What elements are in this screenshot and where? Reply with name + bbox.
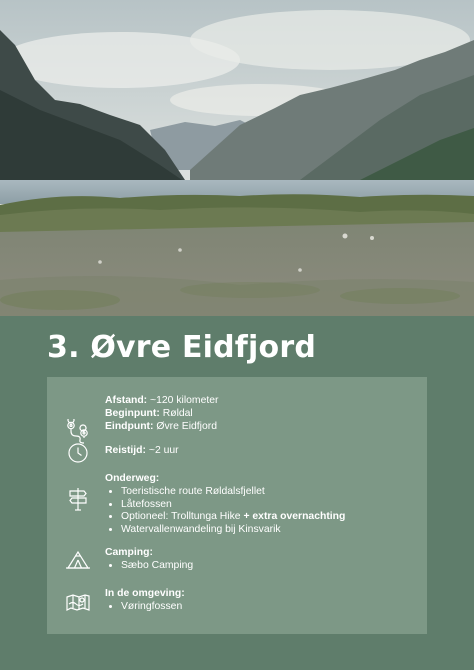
on-the-way-label: Onderweg: xyxy=(105,473,160,484)
on-the-way-details xyxy=(105,473,417,537)
info-card xyxy=(47,377,427,634)
tent-icon xyxy=(65,547,91,573)
page-title: 3. Øvre Eidfjord xyxy=(47,330,317,365)
header-photo xyxy=(0,0,474,316)
list-item: • Vøringfossen xyxy=(121,601,417,614)
map-icon xyxy=(65,589,91,615)
surroundings-details xyxy=(105,588,417,614)
surroundings-list xyxy=(105,601,417,614)
end-line: Eindpunt: Øvre Eidfjord xyxy=(105,420,218,432)
on-the-way-list xyxy=(105,486,417,537)
start-line: Beginpunt: Røldal xyxy=(105,407,193,419)
camping-list xyxy=(105,560,417,573)
list-item: • Toeristische route Røldalsfjellet xyxy=(121,486,417,499)
route-details xyxy=(105,395,417,433)
fjord-landscape-photo xyxy=(0,0,474,316)
surroundings-label: In de omgeving: xyxy=(105,588,185,599)
camping-label: Camping: xyxy=(105,547,153,558)
signpost-icon xyxy=(65,486,91,512)
list-item: • Optioneel: Trolltunga Hike + extra overnachting xyxy=(121,511,417,524)
distance-line: Afstand: ~120 kilometer xyxy=(105,395,219,406)
list-item: • Låtefossen xyxy=(121,499,417,512)
clock-icon xyxy=(65,440,91,466)
list-item: • Sæbo Camping xyxy=(121,560,417,573)
list-item: • Watervallenwandeling bij Kinsvarik xyxy=(121,524,417,537)
travel-time-line: Reistijd: ~2 uur xyxy=(105,445,179,456)
camping-details xyxy=(105,547,417,573)
